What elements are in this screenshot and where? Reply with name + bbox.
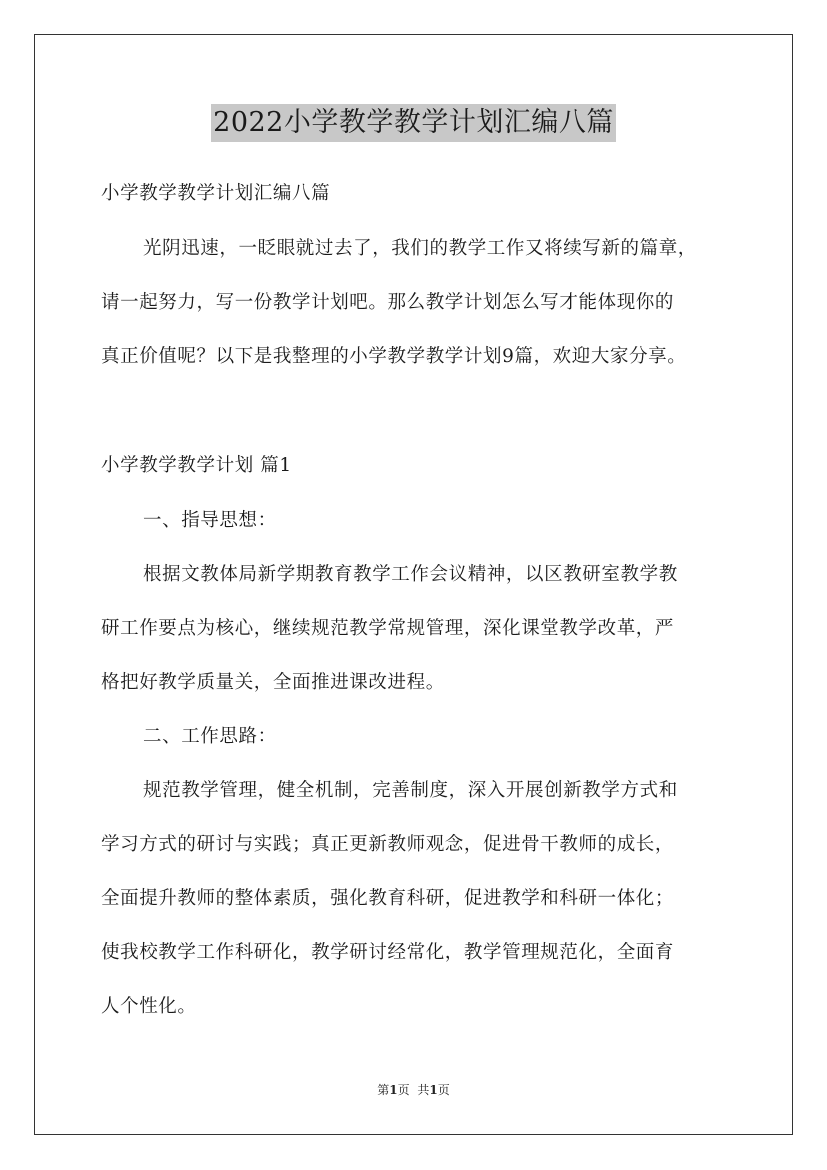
document-subtitle: 小学教学教学计划汇编八篇: [101, 183, 331, 204]
page-prefix: 第: [377, 1083, 390, 1097]
page-number: 1: [389, 1083, 398, 1097]
para2-line-2: 学习方式的研讨与实践；真正更新教师观念，促进骨干教师的成长，: [101, 834, 675, 855]
heading-guiding-ideology: 一、指导思想：: [143, 510, 277, 531]
para2-line-5: 人个性化。: [101, 996, 197, 1017]
heading-work-approach: 二、工作思路：: [143, 726, 277, 747]
para1-line-3: 格把好教学质量关，全面推进课改进程。: [101, 672, 445, 693]
intro-line-2: 请一起努力，写一份教学计划吧。那么教学计划怎么写才能体现你的: [101, 292, 675, 313]
para2-line-4: 使我校教学工作科研化，教学研讨经常化，教学管理规范化，全面育: [101, 942, 675, 963]
total-prefix: 共: [417, 1083, 430, 1097]
section-title: 小学教学教学计划 篇1: [101, 455, 292, 476]
intro-line-1: 光阴迅速，一眨眼就过去了，我们的教学工作又将续写新的篇章，: [143, 238, 697, 259]
page-footer: [0, 1082, 827, 1098]
page-suffix: 页: [397, 1083, 410, 1097]
para2-line-1: 规范教学管理，健全机制，完善制度，深入开展创新教学方式和: [143, 780, 678, 801]
title-wrap: [0, 104, 827, 142]
para1-line-2: 研工作要点为核心，继续规范教学常规管理，深化课堂教学改革，严: [101, 618, 675, 639]
intro-line-3: 真正价值呢？以下是我整理的小学教学教学计划9篇，欢迎大家分享。: [101, 346, 687, 367]
document-title: 2022小学教学教学计划汇编八篇: [211, 104, 616, 142]
para2-line-3: 全面提升教师的整体素质，强化教育科研，促进教学和科研一体化；: [101, 888, 675, 909]
total-suffix: 页: [437, 1083, 450, 1097]
total-pages: 1: [429, 1083, 438, 1097]
para1-line-1: 根据文教体局新学期教育教学工作会议精神，以区教研室教学教: [143, 564, 678, 585]
